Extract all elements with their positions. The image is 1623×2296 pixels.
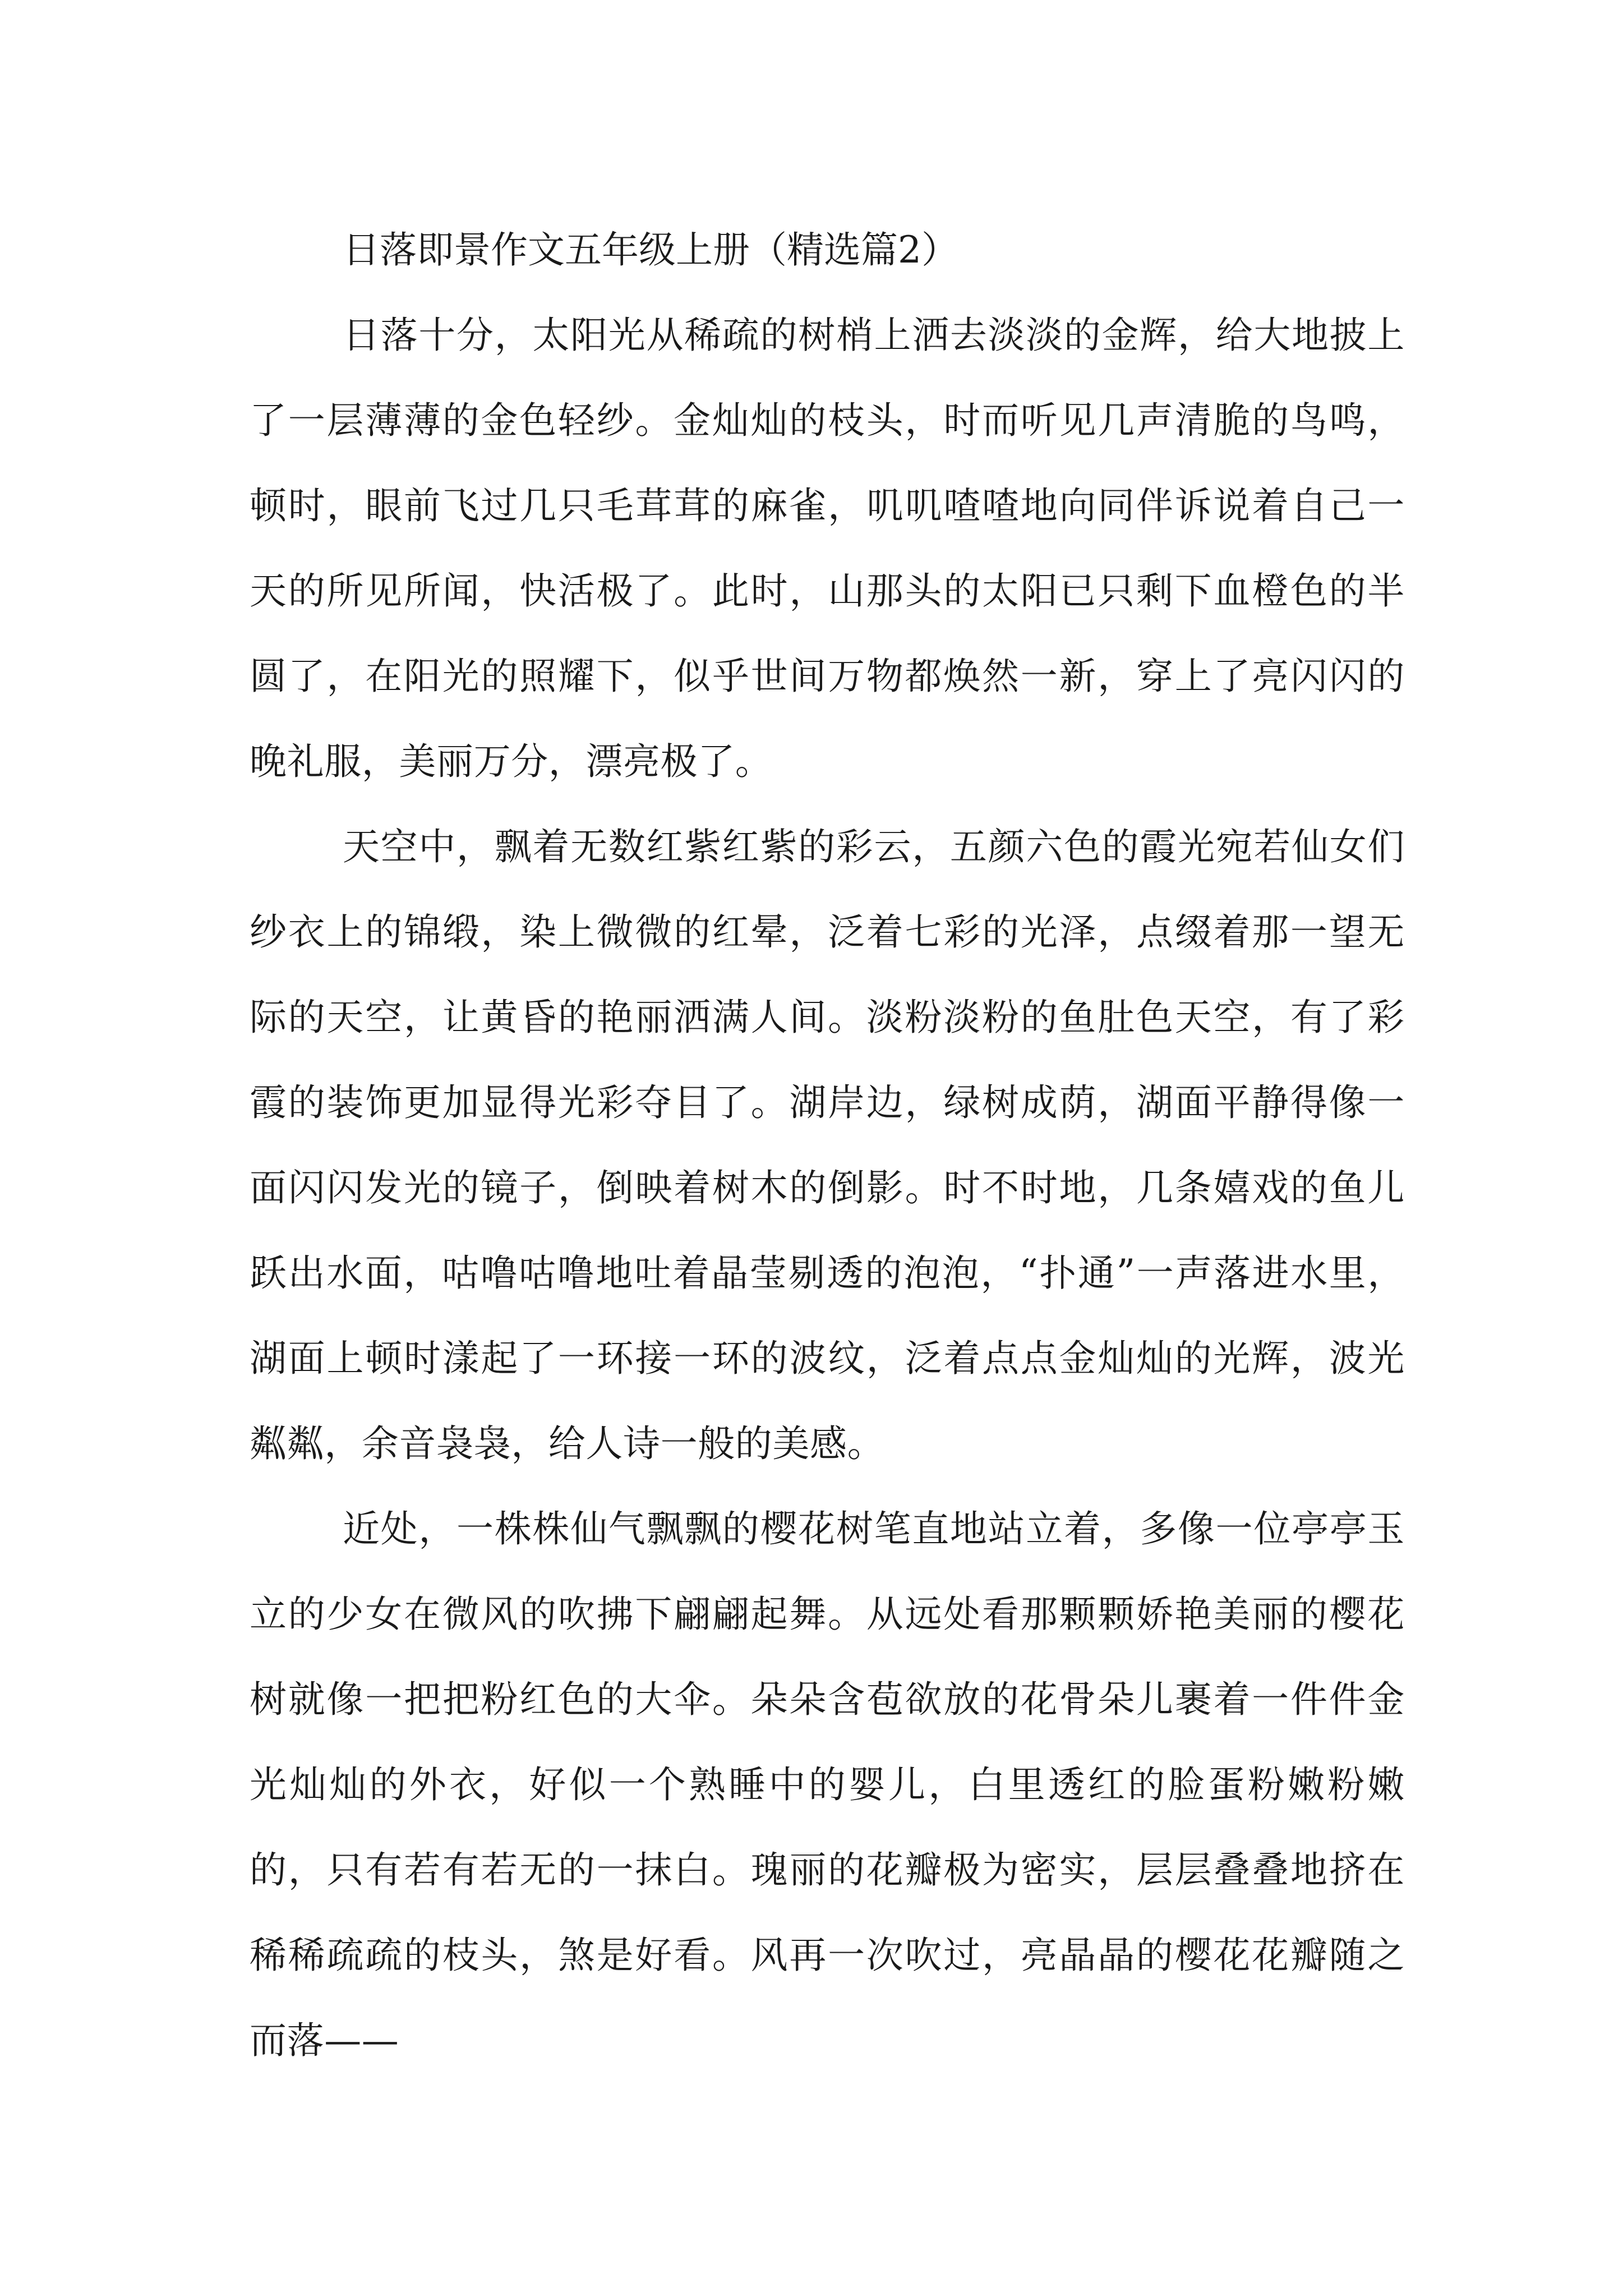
essay-body xyxy=(250,208,1405,2083)
essay-title: 日落即景作文五年级上册（精选篇2） xyxy=(343,228,958,272)
paragraph-cherry-trees: 近处，一株株仙气飘飘的樱花树笔直地站立着，多像一位亭亭玉立的少女在微风的吹拂下翩翩起舞。从远处看那颗颗娇艳美丽的樱花树就像一把把粉红色的大伞。朵朵含苞欲放的花骨朵儿裹着一件件金光灿灿的外衣，好似一个熟睡中的婴儿，白里透红的脸蛋粉嫩粉嫩的，只有若有若无的一抹白。瑰丽的花瓣极为密实，层层叠叠地挤在稀稀疏疏的枝头，煞是好看。风再一次吹过，亮晶晶的樱花花瓣随之而落—— xyxy=(250,1507,1405,2062)
paragraph-sky-lake: 天空中，飘着无数红紫红紫的彩云，五颜六色的霞光宛若仙女们纱衣上的锦缎，染上微微的红晕，泛着七彩的光泽，点缀着那一望无际的天空，让黄昏的艳丽洒满人间。淡粉淡粉的鱼肚色天空，有了彩霞的装饰更加显得光彩夺目了。湖岸边，绿树成荫，湖面平静得像一面闪闪发光的镜子，倒映着树木的倒影。时不时地，几条嬉戏的鱼儿跃出水面，咕噜咕噜地吐着晶莹剔透的泡泡，“扑通”一声落进水里，湖面上顿时漾起了一环接一环的波纹，泛着点点金灿灿的光辉，波光粼粼，余音袅袅，给人诗一般的美感。 xyxy=(250,825,1405,1465)
paragraph-sunset: 日落十分，太阳光从稀疏的树梢上洒去淡淡的金辉，给大地披上了一层薄薄的金色轻纱。金灿灿的枝头，时而听见几声清脆的鸟鸣，顿时，眼前飞过几只毛茸茸的麻雀，叽叽喳喳地向同伴诉说着自己一天的所见所闻，快活极了。此时，山那头的太阳已只剩下血橙色的半圆了，在阳光的照耀下，似乎世间万物都焕然一新，穿上了亮闪闪的晚礼服，美丽万分，漂亮极了。 xyxy=(250,314,1405,783)
